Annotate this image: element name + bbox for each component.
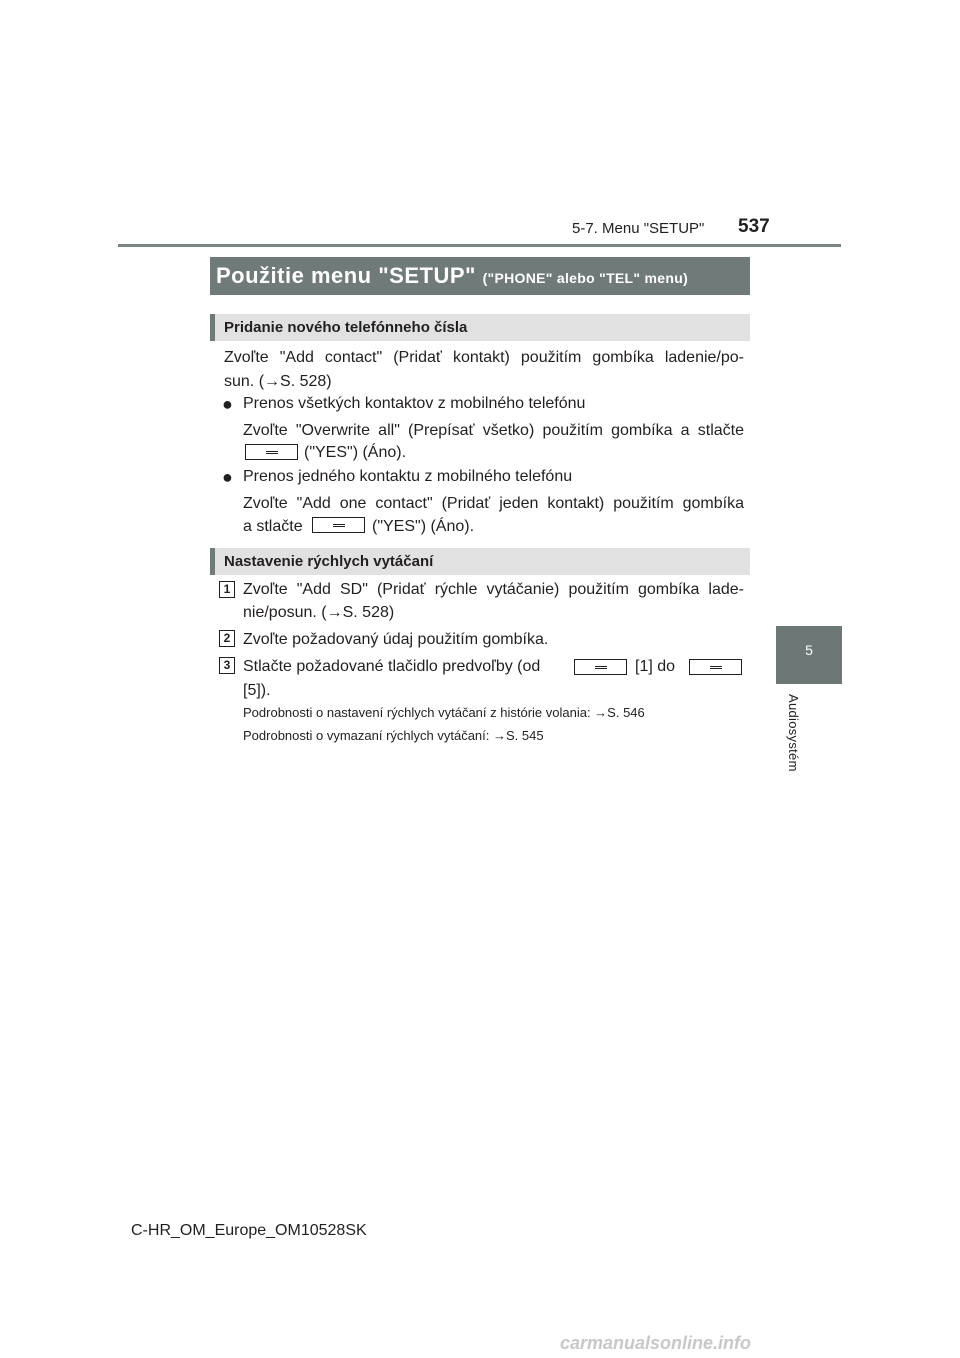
screen-button-icon [312, 517, 365, 533]
bullet-marker-1: ● [222, 394, 233, 414]
step-3-line-1a: Stlačte požadované tlačidlo predvoľby (od [243, 658, 541, 675]
bullet-2-line-1: Zvoľte "Add one contact" (Pridať jeden kontakt) použitím gombíka [243, 495, 744, 512]
step-number-3: 3 [219, 657, 235, 674]
note-1: Podrobnosti o nastavení rýchlych vytáčaní z histórie volania: →S. 546 [243, 705, 645, 720]
subsection-accent-1 [210, 314, 215, 341]
screen-button-icon [689, 659, 742, 675]
intro-line-2: sun. (→S. 528) [224, 373, 332, 390]
section-title-main: Použitie menu "SETUP" [216, 263, 483, 288]
intro-line-1: Zvoľte "Add contact" (Pridať kontakt) použitím gombíka ladenie/po- [224, 349, 744, 366]
bullet-2-title: Prenos jedného kontaktu z mobilného telefónu [243, 468, 573, 485]
bullet-1-line-1: Zvoľte "Overwrite all" (Prepísať všetko) použitím gombíka a stlačte [243, 422, 744, 439]
bullet-marker-2: ● [222, 467, 233, 487]
page-number: 537 [738, 216, 770, 237]
document-footer: C-HR_OM_Europe_OM10528SK [131, 1222, 367, 1239]
section-title-sub: ("PHONE" alebo "TEL" menu) [482, 270, 689, 286]
step-number-1: 1 [219, 581, 235, 598]
bullet-2-line-2a: a stlačte [243, 518, 303, 535]
chapter-label: Audiosystém [786, 694, 801, 772]
step-1-line-1: Zvoľte "Add SD" (Pridať rýchle vytáčanie) použitím gombíka lade- [243, 581, 744, 598]
watermark: carmanualsonline.info [560, 1333, 752, 1353]
step-1-line-2: nie/posun. (→S. 528) [243, 604, 395, 621]
step-2-line-1: Zvoľte požadovaný údaj použitím gombíka. [243, 631, 549, 648]
step-3-line-1b: [1] do [635, 658, 676, 675]
subsection-heading-2: Nastavenie rýchlych vytáčaní [224, 553, 434, 570]
section-title [216, 263, 688, 289]
bullet-2-line-2b: ("YES") (Áno). [372, 518, 475, 535]
subsection-heading-1: Pridanie nového telefónneho čísla [224, 319, 468, 336]
step-number-2: 2 [219, 630, 235, 647]
header-rule [118, 244, 841, 247]
running-header-section: 5-7. Menu "SETUP" [572, 220, 705, 237]
step-3-line-2: [5]). [243, 682, 271, 699]
screen-button-icon [574, 659, 627, 675]
bullet-1-line-2: ("YES") (Áno). [304, 444, 407, 461]
subsection-accent-2 [210, 548, 215, 575]
note-2: Podrobnosti o vymazaní rýchlych vytáčaní: →S. 545 [243, 728, 544, 743]
chapter-number: 5 [805, 642, 813, 658]
bullet-1-title: Prenos všetkých kontaktov z mobilného telefónu [243, 395, 586, 412]
screen-button-icon [245, 444, 298, 460]
